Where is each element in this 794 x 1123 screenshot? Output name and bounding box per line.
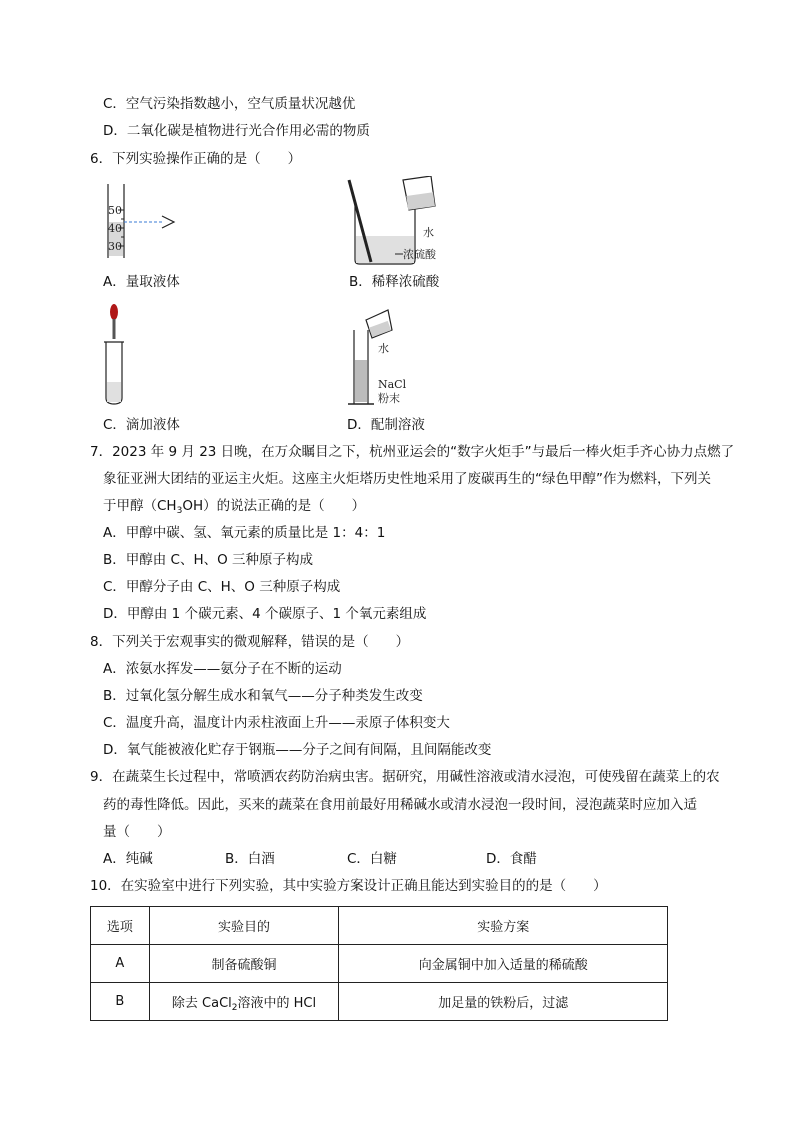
label-water: 水 [423, 226, 434, 239]
q7-formula-post: OH）的说法正确的是（ ） [182, 498, 366, 514]
row-a-option: A [91, 945, 150, 983]
q7-option-a: A．甲醇中碳、氢、氧元素的质量比是 1：4：1 [103, 525, 386, 541]
q7-formula-sub: 3 [176, 506, 183, 516]
table-row [91, 983, 668, 1021]
row-a-plan: 向金属铜中加入适量的稀硫酸 [339, 945, 668, 983]
figure-d-caption: D．配制溶液 [347, 417, 425, 433]
q10-table [90, 906, 668, 1021]
figure-c-dropper [100, 302, 140, 406]
q9-stem-line-1: 9．在蔬菜生长过程中，常喷洒农药防治病虫害。据研究，用碱性溶液或清水浸泡，可使残留在蔬菜上的农 [90, 769, 720, 785]
q5-option-c: C．空气污染指数越小，空气质量状况越优 [103, 96, 356, 112]
q9-option-b: B．白酒 [225, 851, 275, 867]
figure-d-solution-prep [340, 300, 450, 410]
tick-50: 50 [108, 204, 122, 217]
header-plan: 实验方案 [339, 907, 668, 945]
row-b-purpose-post: 溶液中的 HCl [237, 996, 317, 1011]
header-option: 选项 [91, 907, 150, 945]
figure-b-caption: B．稀释浓硫酸 [349, 274, 440, 290]
q8-option-d: D．氧气能被液化贮存于钢瓶——分子之间有间隔，且间隔能改变 [103, 742, 492, 758]
tick-40: 40 [108, 222, 122, 235]
q10-stem: 10．在实验室中进行下列实验，其中实验方案设计正确且能达到实验目的的是（ ） [90, 878, 607, 894]
q7-option-b: B．甲醇由 C、H、O 三种原子构成 [103, 552, 314, 568]
q9-option-a: A．纯碱 [103, 851, 153, 867]
q7-formula-pre: 于甲醇（CH [103, 498, 177, 514]
figure-a-measuring-cylinder [98, 180, 188, 260]
q6-stem: 6．下列实验操作正确的是（ ） [90, 151, 302, 167]
q9-stem-line-2: 药的毒性降低。因此，买来的蔬菜在食用前最好用稀碱水或清水浸泡一段时间，浸泡蔬菜时应加入适 [103, 797, 697, 813]
q9-stem-line-3: 量（ ） [103, 824, 171, 840]
q5-option-d: D．二氧化碳是植物进行光合作用必需的物质 [103, 123, 370, 139]
eye-icon [162, 216, 174, 228]
q9-option-c: C．白糖 [347, 851, 397, 867]
q8-option-a: A．浓氨水挥发——氨分子在不断的运动 [103, 661, 342, 677]
figure-b-dilution [335, 176, 465, 268]
table-row [91, 945, 668, 983]
header-purpose: 实验目的 [149, 907, 339, 945]
row-b-purpose-pre: 除去 CaCl [171, 996, 232, 1011]
q8-option-c: C．温度升高，温度计内汞柱液面上升——汞原子体积变大 [103, 715, 450, 731]
q8-stem: 8．下列关于宏观事实的微观解释，错误的是（ ） [90, 634, 410, 650]
row-b-option: B [91, 983, 150, 1021]
figure-c-caption: C．滴加液体 [103, 417, 180, 433]
label-concentrated-acid: 浓硫酸 [403, 248, 436, 261]
table-header-row [91, 907, 668, 945]
q8-option-b: B．过氧化氢分解生成水和氧气——分子种类发生改变 [103, 688, 423, 704]
q7-option-d: D．甲醇由 1 个碳元素、4 个碳原子、1 个氧元素组成 [103, 606, 427, 622]
label-water: 水 [378, 342, 389, 355]
row-b-purpose [149, 983, 339, 1021]
q9-option-d: D．食醋 [486, 851, 537, 867]
row-b-plan: 加足量的铁粉后，过滤 [339, 983, 668, 1021]
q7-option-c: C．甲醇分子由 C、H、O 三种原子构成 [103, 579, 341, 595]
label-nacl: NaCl [378, 378, 407, 391]
figure-a-caption: A．量取液体 [103, 274, 180, 290]
q7-stem-line-2: 象征亚洲大团结的亚运主火炬。这座主火炬塔历史性地采用了废碳再生的“绿色甲醇”作为燃料，下列关 [103, 471, 711, 487]
row-b-purpose-sub: 2 [231, 1003, 238, 1013]
tick-30: 30 [108, 240, 122, 253]
q7-stem-line-3 [103, 496, 365, 516]
row-a-purpose: 制备硫酸铜 [149, 945, 339, 983]
q7-stem-line-1: 7．2023 年 9 月 23 日晚，在万众瞩目之下，杭州亚运会的“数字火炬手”与最后一棒火炬手齐心协力点燃了 [90, 444, 735, 460]
label-powder: 粉末 [378, 392, 400, 405]
